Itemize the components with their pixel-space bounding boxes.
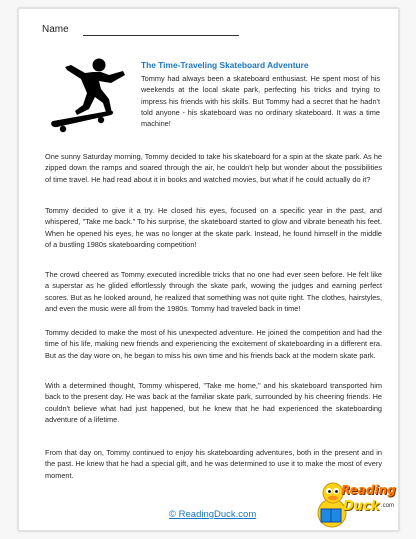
story-paragraph-5: Tommy decided to make the most of his unexpected adventure. He joined the competition and had the time of his life, making new friends and experiencing the excitement of skateboarding in a different era. But as the day wore on, he began to miss his own time and his friends back at the modern skate park.	[45, 328, 382, 360]
readingduck-link[interactable]: © ReadingDuck.com	[169, 509, 257, 520]
skateboarder-silhouette-icon	[47, 53, 131, 145]
name-label: Name	[42, 24, 69, 35]
story-paragraph-1: Tommy had always been a skateboard enthusiast. He spent most of his weekends at the local skate park, perfecting his tricks and trying to impress his friends with his skills. But Tommy had a secret that he hadn't told anyone - his skateboard was no ordinary skateboard. It was a time machine!	[141, 74, 380, 129]
story-paragraph-3: Tommy decided to give it a try. He closed his eyes, focused on a specific year in the past, and whispered, "Take me back." To his surprise, the skateboard started to glow and vibrate beneath his feet. When he opened his eyes, he was no longer at the skate park. Instead, he found himself in the middle of a bustling 1980s skateboarding competition!	[45, 206, 382, 249]
story-paragraph-7: From that day on, Tommy continued to enjoy his skateboarding adventures, both in the present and in the past. He knew that he had a special gift, and he was determined to use it to make the most of every moment.	[45, 448, 382, 480]
story-paragraph-2: One sunny Saturday morning, Tommy decided to take his skateboard for a spin at the skate park. As he zipped down the ramps and soared through the air, he couldn't help but wonder about the possibilities of time travel. He had read about it in books and watched movies, but what if he could actually do it?	[45, 152, 382, 184]
logo-text-com: .com	[381, 503, 395, 509]
story-paragraph-4: The crowd cheered as Tommy executed incredible tricks that no one had ever seen before. He felt like a superstar as he glided effortlessly through the skate park, wowing the judges and earning perfect scores. But as he looked around, he realized that something was not quite right. The clothes, hairstyles, and even the music were all from the 1980s. Tommy had traveled back in time!	[45, 270, 382, 313]
logo-text-duck: Duck	[343, 499, 380, 514]
worksheet-page	[18, 8, 399, 531]
logo-text-reading: Reading	[341, 483, 396, 497]
name-write-line	[83, 35, 239, 36]
story-title: The Time-Traveling Skateboard Adventure	[141, 60, 309, 70]
story-paragraph-6: With a determined thought, Tommy whispered, "Take me home," and his skateboard transported him back to the present day. He was back at the familiar skate park, surrounded by his cheering friends. He couldn't believe what had just happened, but he knew that he had experienced the skateboarding adventure of a lifetime.	[45, 381, 382, 424]
reading-duck-logo	[315, 471, 401, 533]
